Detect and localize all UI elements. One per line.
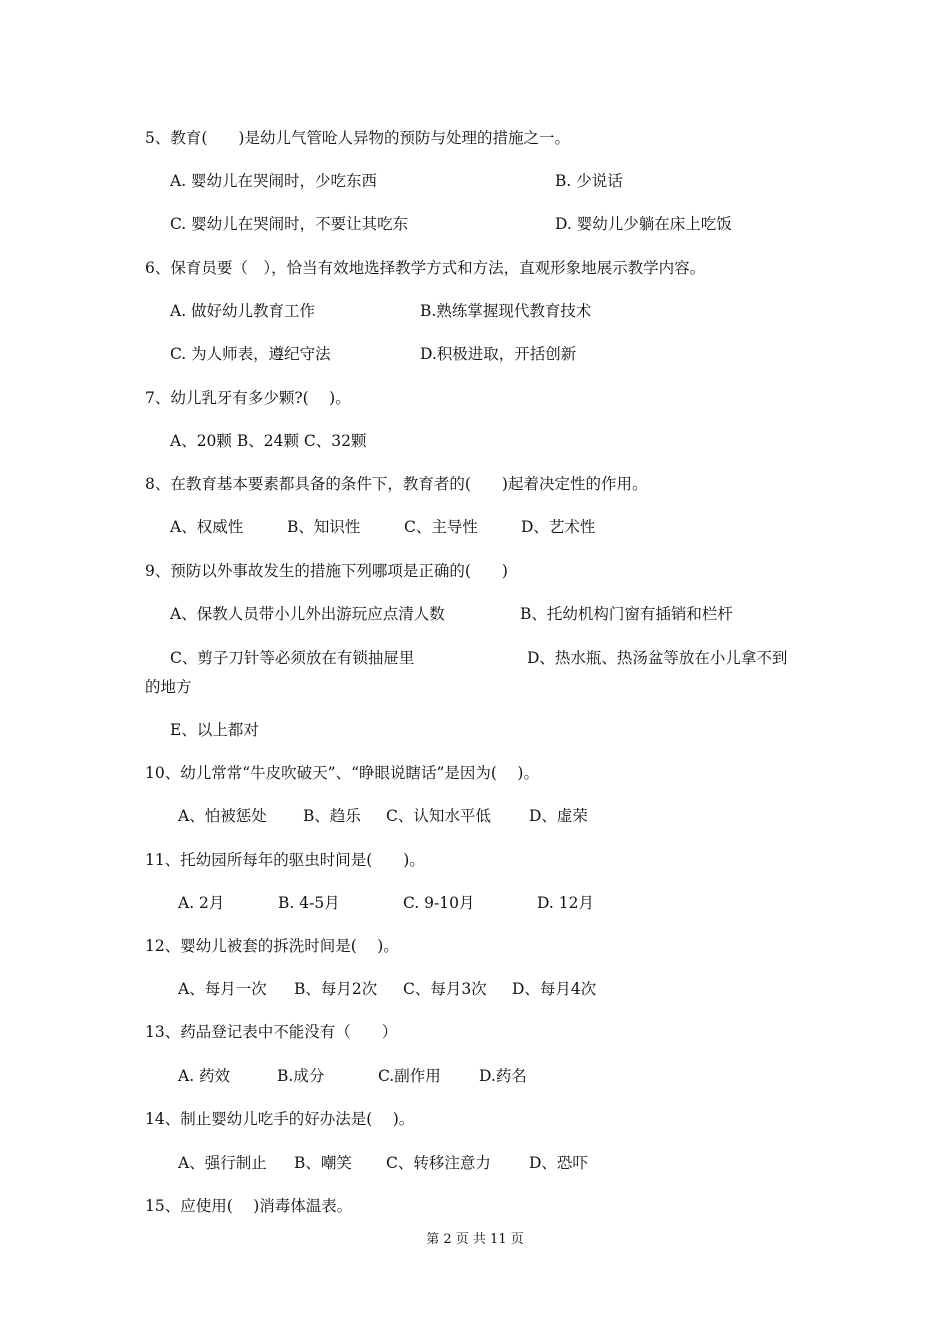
question-10-option-a: A、怕被惩处 (178, 807, 267, 825)
question-15-stem: 15、应使用( )消毒体温表。 (145, 1197, 353, 1215)
question-10-stem: 10、幼儿常常“牛皮吹破天”、“睁眼说瞎话”是因为( )。 (145, 764, 539, 782)
question-5-option-d: D. 婴幼儿少躺在床上吃饭 (555, 215, 732, 233)
question-8-option-d: D、艺术性 (521, 518, 596, 536)
question-14-option-a: A、强行制止 (178, 1154, 267, 1172)
question-11-option-c: C. 9-10月 (403, 894, 475, 912)
question-13-option-a: A. 药效 (178, 1067, 231, 1085)
question-8-option-b: B、知识性 (287, 518, 361, 536)
question-5-option-c: C. 婴幼儿在哭闹时，不要让其吃东 (170, 215, 409, 233)
question-6-option-d: D.积极进取，开括创新 (420, 345, 577, 363)
question-9-option-d-continued: 的地方 (145, 678, 192, 696)
question-11-option-b: B. 4-5月 (278, 894, 340, 912)
question-14-option-c: C、转移注意力 (386, 1154, 491, 1172)
question-9-option-a: A、保教人员带小儿外出游玩应点清人数 (170, 605, 445, 623)
question-6-option-b: B.熟练掌握现代教育技术 (420, 302, 592, 320)
question-11-option-d: D. 12月 (537, 894, 594, 912)
question-14-option-b: B、嘲笑 (294, 1154, 352, 1172)
question-11-option-a: A. 2月 (178, 894, 225, 912)
question-6-stem: 6、保育员要（ ），恰当有效地选择教学方式和方法，直观形象地展示教学内容。 (145, 259, 706, 277)
question-12-option-c: C、每月3次 (403, 980, 487, 998)
question-14-option-d: D、恐吓 (529, 1154, 588, 1172)
question-9-option-b: B、托幼机构门窗有插销和栏杆 (520, 605, 733, 623)
question-14-stem: 14、制止婴幼儿吃手的好办法是( )。 (145, 1110, 415, 1128)
question-5-option-b: B. 少说话 (555, 172, 623, 190)
question-8-stem: 8、在教育基本要素都具备的条件下，教育者的( )起着决定性的作用。 (145, 475, 648, 493)
question-10-option-b: B、趋乐 (303, 807, 361, 825)
question-13-stem: 13、药品登记表中不能没有（ ） (145, 1023, 398, 1041)
question-8-option-a: A、权威性 (170, 518, 244, 536)
question-10-option-d: D、虚荣 (529, 807, 588, 825)
question-8-option-c: C、主导性 (404, 518, 478, 536)
question-13-option-c: C.副作用 (378, 1067, 441, 1085)
question-7-options: A、20颗 B、24颗 C、32颗 (170, 432, 367, 450)
question-13-option-b: B.成分 (277, 1067, 325, 1085)
question-12-stem: 12、婴幼儿被套的拆洗时间是( )。 (145, 937, 399, 955)
question-12-option-d: D、每月4次 (512, 980, 597, 998)
question-11-stem: 11、托幼园所每年的驱虫时间是( )。 (145, 851, 425, 869)
question-9-option-c: C、剪子刀针等必须放在有锁抽屉里 (170, 649, 415, 667)
question-5-stem: 5、教育( )是幼儿气管呛人异物的预防与处理的措施之一。 (145, 129, 570, 147)
question-13-option-d: D.药名 (479, 1067, 527, 1085)
question-12-option-b: B、每月2次 (294, 980, 378, 998)
page-number-footer: 第 2 页 共 11 页 (426, 1232, 524, 1247)
question-7-stem: 7、幼儿乳牙有多少颗?( )。 (145, 389, 351, 407)
question-12-option-a: A、每月一次 (178, 980, 267, 998)
question-9-option-e: E、以上都对 (170, 721, 259, 739)
question-9-stem: 9、预防以外事故发生的措施下列哪项是正确的( ) (145, 562, 508, 580)
question-10-option-c: C、认知水平低 (386, 807, 491, 825)
question-9-option-d: D、热水瓶、热汤盆等放在小儿拿不到 (527, 649, 788, 667)
question-6-option-c: C. 为人师表，遵纪守法 (170, 345, 331, 363)
question-6-option-a: A. 做好幼儿教育工作 (170, 302, 316, 320)
question-5-option-a: A. 婴幼儿在哭闹时，少吃东西 (170, 172, 378, 190)
